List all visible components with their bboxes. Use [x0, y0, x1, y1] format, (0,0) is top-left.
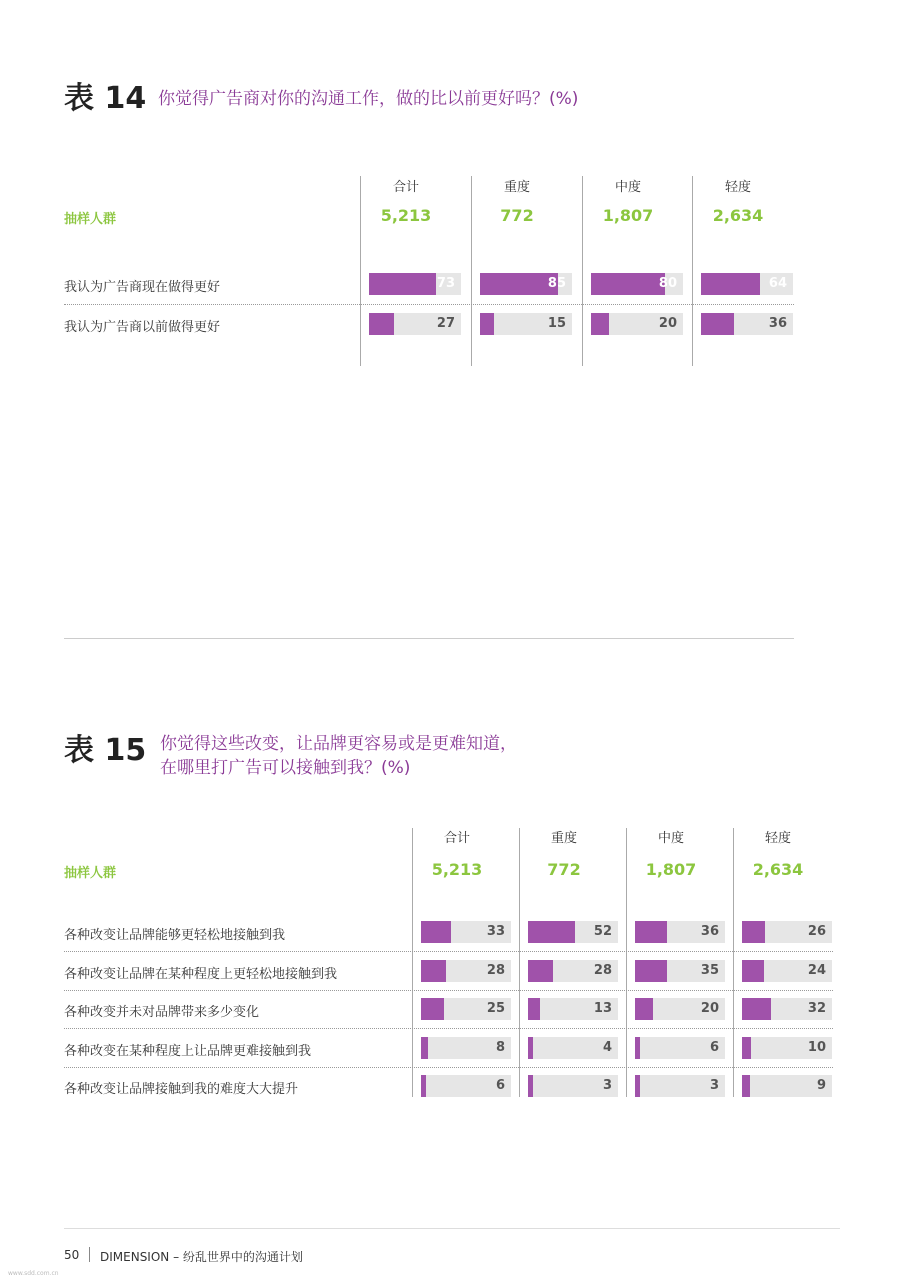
bar-track — [742, 960, 832, 982]
bar-fill — [742, 960, 764, 982]
row-separator — [64, 304, 794, 305]
bar-track — [528, 1075, 618, 1097]
bar-fill — [742, 1075, 750, 1097]
column-header: 轻度 — [724, 180, 751, 195]
column-divider — [360, 176, 361, 366]
bar-track — [591, 313, 683, 335]
row-separator — [64, 1028, 833, 1029]
bar-value-label: 36 — [768, 316, 787, 331]
footer-rule — [64, 1228, 840, 1229]
bar-track — [742, 1037, 832, 1059]
bar-fill — [369, 273, 436, 295]
sample-size-value: 5,213 — [431, 860, 483, 879]
bar-fill — [635, 921, 667, 943]
column-header: 中度 — [657, 831, 684, 846]
bar-track — [528, 998, 618, 1020]
bar-fill — [421, 998, 444, 1020]
section-divider — [64, 638, 794, 639]
bar-track — [635, 1075, 725, 1097]
footer-separator — [89, 1247, 90, 1262]
table15-title-line2: 在哪里打广告可以接触到我？(%) — [160, 758, 411, 778]
table14-title-line1: 你觉得广告商对你的沟通工作，做的比以前更好吗？(%) — [158, 89, 579, 109]
row-separator — [64, 1067, 833, 1068]
bar-track — [421, 1075, 511, 1097]
bar-track — [528, 1037, 618, 1059]
bar-value-label: 6 — [709, 1039, 719, 1055]
bar-value-label: 20 — [658, 316, 677, 331]
bar-fill — [528, 1075, 533, 1097]
sample-size-value: 1,807 — [645, 860, 697, 879]
bar-value-label: 13 — [593, 1001, 612, 1016]
bar-fill — [369, 313, 394, 335]
row-separator — [64, 990, 833, 991]
bar-track — [635, 998, 725, 1020]
bar-fill — [591, 313, 609, 335]
bar-track — [635, 921, 725, 943]
bar-fill — [528, 921, 575, 943]
bar-fill — [742, 998, 771, 1020]
table15-title-line1: 你觉得这些改变，让品牌更容易或是更难知道， — [160, 734, 517, 754]
bar-value-label: 26 — [807, 924, 826, 939]
bar-value-label: 36 — [700, 924, 719, 939]
row-label: 各种改变让品牌接触到我的难度大大提升 — [64, 1082, 299, 1097]
bar-track — [701, 273, 793, 295]
bar-track — [742, 921, 832, 943]
bar-track — [528, 960, 618, 982]
bar-value-label: 24 — [807, 962, 826, 978]
column-divider — [692, 176, 693, 366]
bar-track — [635, 1037, 725, 1059]
row-label: 各种改变让品牌能够更轻松地接触到我 — [64, 928, 286, 943]
bar-track — [421, 960, 511, 982]
bar-fill — [480, 313, 494, 335]
bar-value-label: 28 — [486, 962, 505, 978]
row-label: 我认为广告商现在做得更好 — [64, 280, 221, 295]
bar-value-label: 10 — [807, 1039, 826, 1055]
footer-title: DIMENSION – 纷乱世界中的沟通计划 — [100, 1250, 303, 1264]
sample-size-value: 5,213 — [380, 206, 432, 225]
column-header: 合计 — [392, 180, 419, 195]
table15-sample-label: 抽样人群 — [64, 866, 117, 881]
watermark-text: www.sdd.com.cn — [8, 1270, 59, 1277]
bar-track — [701, 313, 793, 335]
bar-fill — [635, 1037, 640, 1059]
sample-size-value: 2,634 — [712, 206, 764, 225]
bar-fill — [528, 960, 553, 982]
column-divider — [582, 176, 583, 366]
bar-track — [742, 1075, 832, 1097]
bar-fill — [421, 921, 451, 943]
bar-value-label: 3 — [602, 1078, 612, 1093]
bar-value-label: 4 — [602, 1039, 612, 1055]
bar-value-label: 28 — [593, 962, 612, 978]
bar-track — [369, 313, 461, 335]
sample-size-value: 1,807 — [602, 206, 654, 225]
bar-track — [421, 921, 511, 943]
bar-fill — [635, 1075, 640, 1097]
bar-track — [421, 998, 511, 1020]
bar-track — [421, 1037, 511, 1059]
bar-value-label: 9 — [816, 1078, 826, 1093]
bar-value-label: 64 — [768, 276, 787, 291]
row-separator — [64, 951, 833, 952]
bar-track — [480, 273, 572, 295]
bar-fill — [421, 1075, 426, 1097]
bar-fill — [421, 960, 446, 982]
bar-value-label: 73 — [436, 276, 455, 291]
bar-fill — [701, 313, 734, 335]
bar-track — [528, 921, 618, 943]
bar-fill — [528, 1037, 533, 1059]
row-label: 各种改变并未对品牌带来多少变化 — [64, 1005, 260, 1020]
bar-fill — [591, 273, 665, 295]
bar-track — [635, 960, 725, 982]
bar-fill — [701, 273, 760, 295]
column-header: 中度 — [614, 180, 641, 195]
bar-fill — [635, 960, 667, 982]
bar-value-label: 33 — [486, 924, 505, 939]
row-label: 我认为广告商以前做得更好 — [64, 320, 221, 335]
bar-value-label: 27 — [436, 316, 455, 331]
column-header: 轻度 — [764, 831, 791, 846]
table14-sample-label: 抽样人群 — [64, 212, 117, 227]
column-header: 重度 — [503, 180, 530, 195]
table14-number: 表 14 — [64, 81, 147, 116]
sample-size-value: 2,634 — [752, 860, 804, 879]
sample-size-value: 772 — [500, 206, 534, 225]
bar-value-label: 6 — [495, 1078, 505, 1093]
bar-fill — [742, 1037, 751, 1059]
row-label: 各种改变让品牌在某种程度上更轻松地接触到我 — [64, 966, 338, 982]
bar-value-label: 15 — [547, 316, 566, 331]
column-header: 合计 — [443, 831, 470, 846]
bar-track — [369, 273, 461, 295]
sample-size-value: 772 — [547, 860, 581, 879]
column-divider — [471, 176, 472, 366]
bar-track — [742, 998, 832, 1020]
bar-fill — [480, 273, 558, 295]
bar-value-label: 25 — [486, 1001, 505, 1016]
row-label: 各种改变在某种程度上让品牌更难接触到我 — [64, 1043, 312, 1059]
bar-fill — [421, 1037, 428, 1059]
column-header: 重度 — [550, 831, 577, 846]
bar-value-label: 35 — [700, 962, 719, 978]
bar-value-label: 85 — [547, 276, 566, 291]
bar-fill — [742, 921, 765, 943]
bar-value-label: 32 — [807, 1001, 826, 1016]
bar-value-label: 80 — [658, 276, 677, 291]
bar-value-label: 8 — [495, 1039, 505, 1055]
bar-value-label: 20 — [700, 1001, 719, 1016]
bar-value-label: 52 — [593, 924, 612, 939]
page-number: 50 — [64, 1248, 80, 1262]
bar-value-label: 3 — [709, 1078, 719, 1093]
table15-number: 表 15 — [64, 733, 147, 768]
bar-fill — [528, 998, 540, 1020]
bar-fill — [635, 998, 653, 1020]
bar-track — [480, 313, 572, 335]
bar-track — [591, 273, 683, 295]
